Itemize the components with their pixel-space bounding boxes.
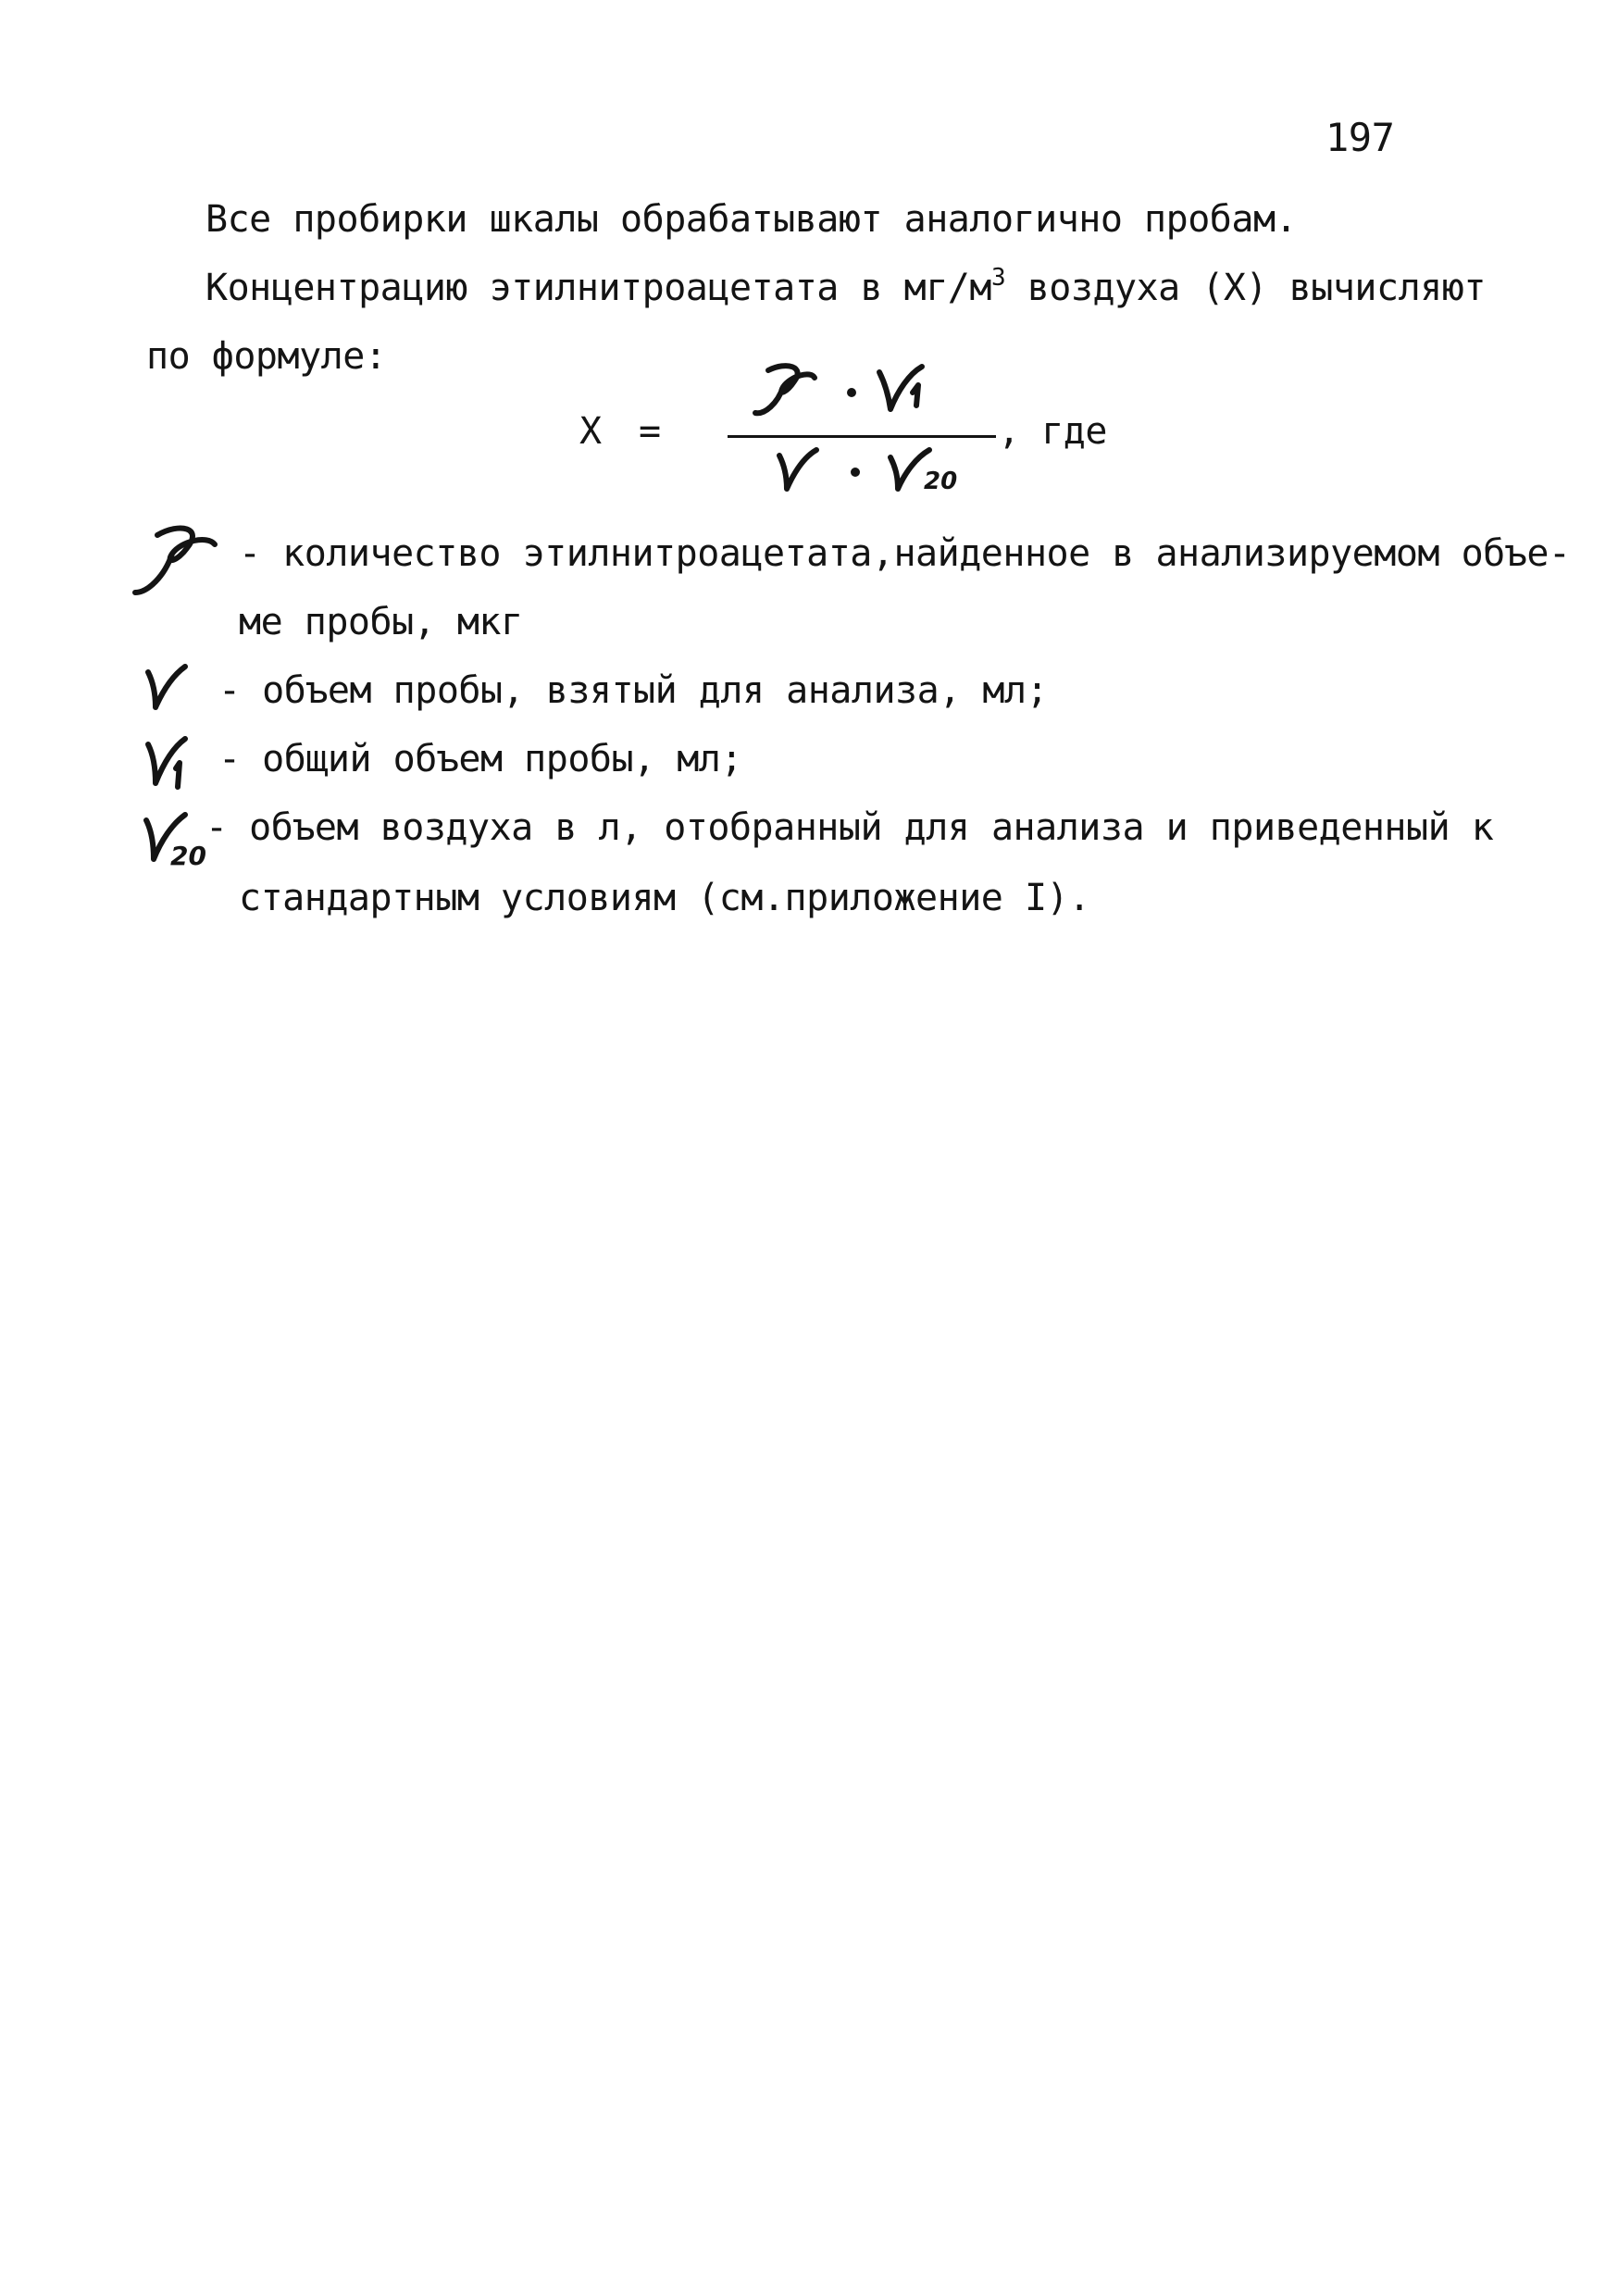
paragraph-concentration-line-2: по формуле: — [146, 335, 387, 378]
definition-v20-line-2: стандартным условиям (см.приложение I). — [239, 877, 1090, 919]
svg-text:20: 20 — [170, 841, 206, 871]
paragraph-concentration-line-1 — [205, 264, 1486, 309]
definition-g-line-2: ме пробы, мкг — [239, 601, 523, 643]
definition-v1-line-1: - общий объем пробы, мл; — [218, 738, 742, 780]
symbol-v-handwritten — [141, 659, 196, 715]
svg-text:20: 20 — [924, 468, 958, 495]
definition-v20-line-1: - объем воздуха в л, отобранный для анализа и приведенный к — [205, 806, 1494, 849]
symbol-g-handwritten — [126, 518, 228, 602]
symbol-v1-handwritten — [139, 731, 204, 796]
formula-tail: , где — [998, 410, 1107, 453]
concentration-text-start: Концентрацию этилнитроацетата в мг/м — [205, 267, 991, 309]
page-number: 197 — [1326, 115, 1395, 160]
formula-equals: = — [639, 410, 661, 453]
definition-g-line-1: - количество этилнитроацетата,найденное в анализируемом объе- — [239, 532, 1571, 575]
definition-v-line-1: - объем пробы, взятый для анализа, мл; — [218, 669, 1049, 712]
formula-numerator-handwritten — [750, 359, 990, 424]
formula-lhs: X — [579, 410, 602, 453]
concentration-text-end: воздуха (X) вычисляют — [1005, 267, 1486, 309]
cubic-exponent: 3 — [990, 264, 1006, 292]
formula-denominator-handwritten — [768, 443, 1000, 498]
paragraph-scale-tubes: Все пробирки шкалы обрабатывают аналогично пробам. — [205, 198, 1298, 241]
formula-fraction-bar — [728, 435, 996, 438]
